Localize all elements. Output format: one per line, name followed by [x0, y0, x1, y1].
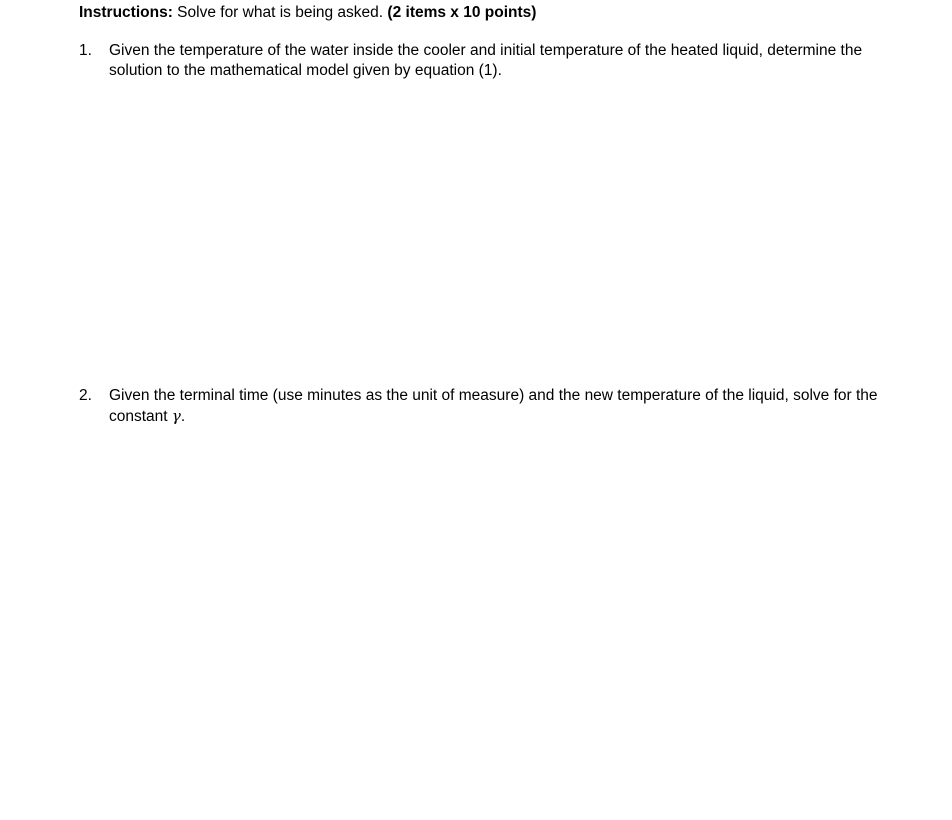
question-text-2	[109, 386, 909, 427]
instructions-text: Solve for what is being asked.	[172, 4, 388, 21]
question-text-1: Given the temperature of the water inside the cooler and initial temperature of the heated liquid, determine the solution to the mathematical model given by equation (1).	[109, 42, 863, 79]
question-item-1	[79, 41, 909, 83]
instructions-points: (2 items x 10 points)	[387, 4, 537, 21]
answer-space-1	[79, 90, 909, 375]
question-text-2-main: Given the terminal time (use minutes as the unit of measure) and the new temperature of the liquid, solve for the constant	[109, 387, 878, 425]
question-text-2-end: .	[180, 408, 186, 425]
instructions-line	[79, 4, 536, 22]
instructions-label: Instructions:	[79, 4, 173, 21]
answer-space-2	[79, 435, 909, 805]
question-item-2	[79, 386, 909, 428]
question-number-2: 2.	[79, 387, 92, 404]
gamma-symbol: γ	[171, 407, 181, 425]
question-number-1: 1.	[79, 42, 92, 59]
